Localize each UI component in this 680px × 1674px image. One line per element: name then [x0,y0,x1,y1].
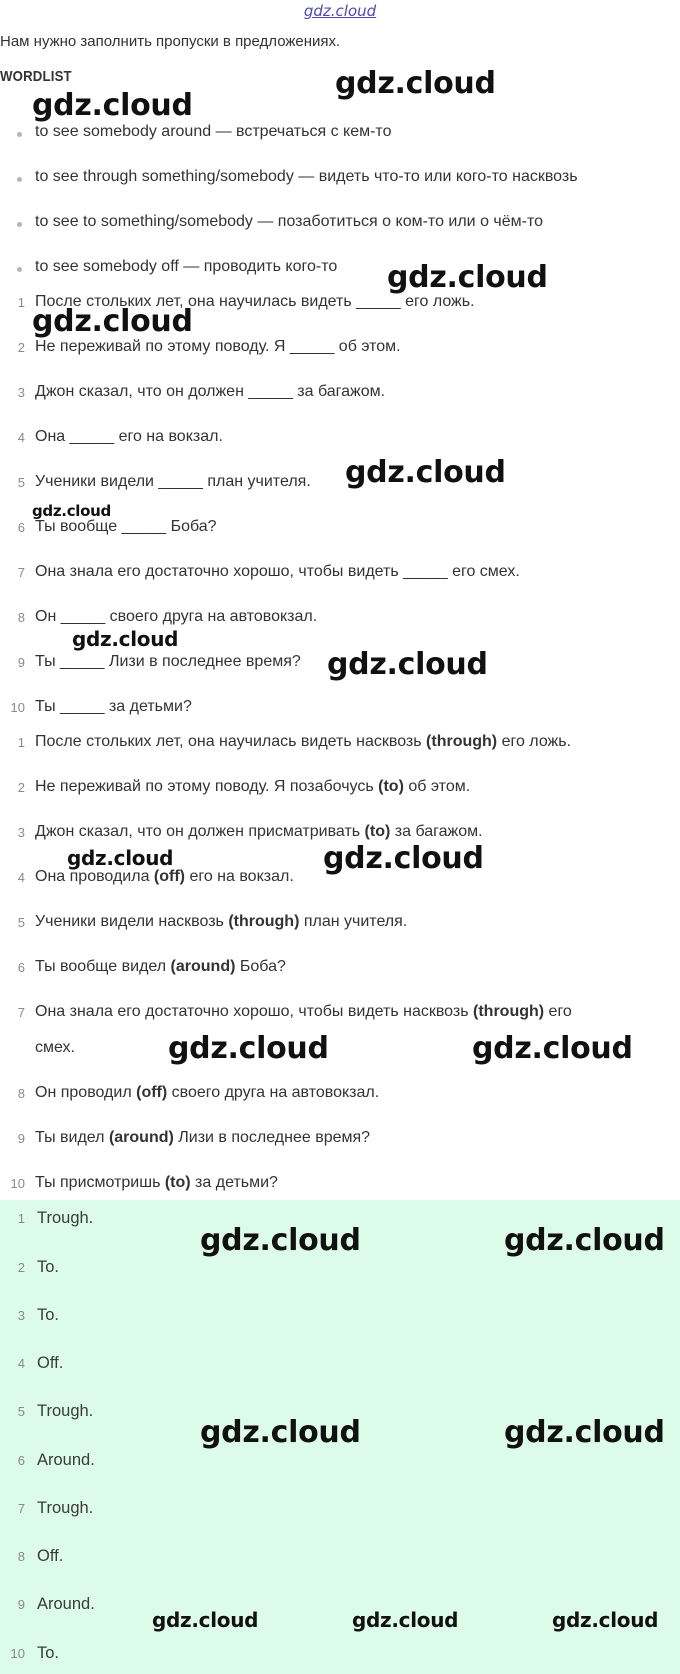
item-number: 1 [17,1211,25,1226]
item-number: 5 [17,1404,25,1419]
answer-text: To. [37,1306,60,1324]
exercise-text: Ты _____ Лизи в последнее время? [35,653,301,670]
watermark: gdz.cloud [552,1608,659,1632]
answer-text: Around. [37,1451,95,1469]
item-number: 10 [10,1176,25,1191]
translation-text: Не переживай по этому поводу. Я позабочусь (to) об этом. [35,778,471,795]
item-number: 4 [17,430,25,445]
item-number: 3 [17,825,25,840]
site-link[interactable]: gdz.cloud [303,2,377,20]
translation-text: Она знала его достаточно хорошо, чтобы видеть насквозь (through) его [35,1003,572,1020]
item-number: 1 [17,295,25,310]
item-number: 4 [17,1356,25,1371]
watermark: gdz.cloud [67,846,174,870]
watermark: gdz.cloud [387,260,548,295]
answer-highlight: (through) [473,1003,545,1020]
watermark: gdz.cloud [327,647,488,682]
item-number: 4 [17,870,25,885]
item-number: 7 [17,1501,25,1516]
wordlist-item-text: to see through something/somebody — видеть что-то или кого-то насквозь [35,168,578,185]
watermark: gdz.cloud [200,1223,361,1258]
exercise-text: Ты вообще _____ Боба? [35,518,217,535]
answer-highlight: (through) [228,913,300,930]
answer-text: Trough. [37,1402,94,1420]
item-number: 10 [10,700,25,715]
item-number: 3 [17,385,25,400]
answer-highlight: (around) [108,1129,174,1146]
bullet-icon [17,177,22,182]
exercise-text: Ученики видели _____ план учителя. [35,473,311,490]
exercise-text: После стольких лет, она научилась видеть _____ его ложь. [35,293,475,310]
item-number: 7 [17,565,25,580]
item-number: 8 [17,610,25,625]
answer-highlight: (around) [170,958,236,975]
item-number: 7 [17,1005,25,1020]
answer-text: To. [37,1258,60,1276]
translation-text: Ты видел (around) Лизи в последнее время? [35,1129,371,1146]
translation-text: Джон сказал, что он должен присматривать (to) за багажом. [35,823,483,840]
bullet-icon [17,132,22,137]
answer-text: Off. [37,1354,64,1372]
translation-text: Ты вообще видел (around) Боба? [35,958,286,975]
watermark: gdz.cloud [345,455,506,490]
translation-text: Она проводила (off) его на вокзал. [35,868,294,885]
watermark: gdz.cloud [72,627,179,651]
answer-highlight: (to) [378,778,404,795]
wordlist-item-text: to see somebody around — встречаться с кем-то [35,123,392,140]
item-number: 9 [17,1597,25,1612]
watermark: gdz.cloud [323,841,484,876]
item-number: 3 [17,1308,25,1323]
translation-text: Ученики видели насквозь (through) план учителя. [35,913,408,930]
item-number: 10 [10,1646,25,1661]
translation-text: Он проводил (off) своего друга на автовокзал. [35,1084,380,1101]
watermark: gdz.cloud [335,66,496,101]
watermark: gdz.cloud [32,88,193,123]
answer-text: Trough. [37,1209,94,1227]
answer-text: Trough. [37,1499,94,1517]
bullet-icon [17,267,22,272]
item-number: 8 [17,1086,25,1101]
intro-text: Нам нужно заполнить пропуски в предложениях. [0,33,341,50]
item-number: 6 [17,520,25,535]
watermark: gdz.cloud [504,1223,665,1258]
exercise-text: Ты _____ за детьми? [35,698,192,715]
translation-continuation: смех. [35,1039,75,1056]
item-number: 1 [17,735,25,750]
wordlist-title: WORDLIST [0,68,72,85]
translation-text: Ты присмотришь (to) за детьми? [35,1174,278,1191]
watermark: gdz.cloud [32,502,111,520]
answer-text: Around. [37,1595,95,1613]
exercise-text: Джон сказал, что он должен _____ за багажом. [35,383,386,400]
answer-highlight: (off) [136,1084,168,1101]
item-number: 5 [17,915,25,930]
exercise-text: Не переживай по этому поводу. Я _____ об этом. [35,338,401,355]
answer-highlight: (through) [426,733,498,750]
watermark: gdz.cloud [152,1608,259,1632]
translation-text: После стольких лет, она научилась видеть насквозь (through) его ложь. [35,733,572,750]
item-number: 9 [17,1131,25,1146]
item-number: 8 [17,1549,25,1564]
bullet-icon [17,222,22,227]
exercise-text: Она _____ его на вокзал. [35,428,223,445]
answer-highlight: (to) [364,823,391,840]
item-number: 2 [17,340,25,355]
item-number: 6 [17,1453,25,1468]
item-number: 2 [17,1260,25,1275]
watermark: gdz.cloud [168,1031,329,1066]
item-number: 6 [17,960,25,975]
wordlist-item-text: to see to something/somebody — позаботиться о ком-то или о чём-то [35,213,544,230]
watermark: gdz.cloud [472,1031,633,1066]
item-number: 2 [17,780,25,795]
watermark: gdz.cloud [32,304,193,339]
item-number: 5 [17,475,25,490]
wordlist-item-text: to see somebody off — проводить кого-то [35,258,338,275]
watermark: gdz.cloud [200,1415,361,1450]
answer-highlight: (off) [153,868,185,885]
answer-text: Off. [37,1547,64,1565]
watermark: gdz.cloud [504,1415,665,1450]
item-number: 9 [17,655,25,670]
answer-text: To. [37,1644,60,1662]
exercise-text: Она знала его достаточно хорошо, чтобы видеть _____ его смех. [35,563,520,580]
answer-highlight: (to) [164,1174,191,1191]
watermark: gdz.cloud [352,1608,459,1632]
exercise-text: Он _____ своего друга на автовокзал. [35,608,318,625]
